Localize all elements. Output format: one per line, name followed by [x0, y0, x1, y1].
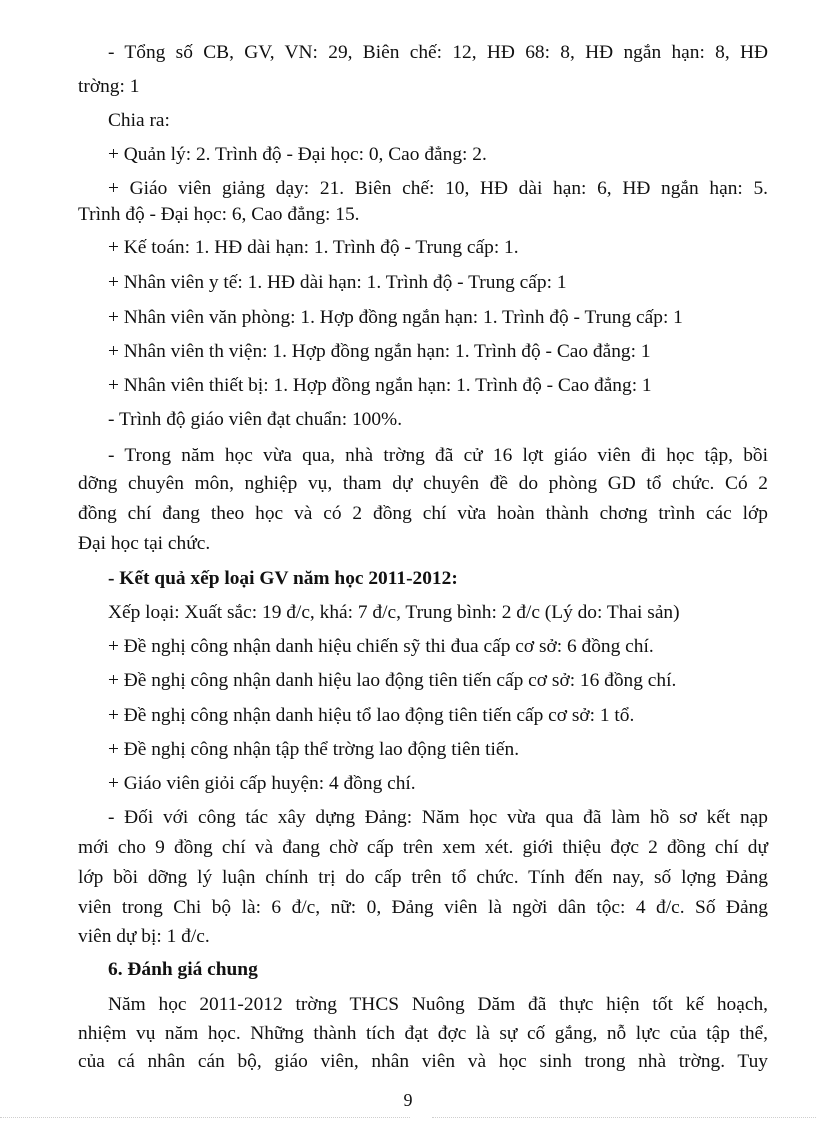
text-line: trờng: 1 — [78, 76, 140, 97]
text-line: + Đề nghị công nhận tập thể trờng lao động tiên tiến. — [108, 739, 520, 760]
text-line: - Đối với công tác xây dựng Đảng: Năm học vừa qua đã làm hồ sơ kết nạp — [108, 807, 768, 828]
section-heading: 6. Đánh giá chung — [108, 959, 258, 980]
text-line: + Kế toán: 1. HĐ dài hạn: 1. Trình độ - Trung cấp: 1. — [108, 237, 519, 258]
text-line: mới cho 9 đồng chí và đang chờ cấp trên xem xét. giới thiệu đợc 2 đồng chí dự — [78, 837, 768, 858]
text-line: + Nhân viên thiết bị: 1. Hợp đồng ngắn hạn: 1. Trình độ - Cao đẳng: 1 — [108, 375, 652, 396]
text-line: đồng chí đang theo học và có 2 đồng chí vừa hoàn thành chơng trình các lớp — [78, 503, 768, 524]
text-line: + Đề nghị công nhận danh hiệu lao động tiên tiến cấp cơ sở: 16 đồng chí. — [108, 670, 677, 691]
text-line: - Trong năm học vừa qua, nhà trờng đã cử 16 lợt giáo viên đi học tập, bồi — [108, 445, 768, 466]
footer-divider — [432, 1117, 816, 1118]
text-line: - Tổng số CB, GV, VN: 29, Biên chế: 12, HĐ 68: 8, HĐ ngắn hạn: 8, HĐ — [108, 42, 768, 63]
text-line: của cá nhân cán bộ, giáo viên, nhân viên và học sinh trong nhà trờng. Tuy — [78, 1051, 768, 1072]
text-line: + Nhân viên th viện: 1. Hợp đồng ngắn hạn: 1. Trình độ - Cao đẳng: 1 — [108, 341, 651, 362]
text-line: nhiệm vụ năm học. Những thành tích đạt đợc là sự cố gắng, nỗ lực của tập thể, — [78, 1023, 768, 1044]
text-line: - Trình độ giáo viên đạt chuẩn: 100%. — [108, 409, 403, 430]
text-line: + Giáo viên giảng dạy: 21. Biên chế: 10, HĐ dài hạn: 6, HĐ ngắn hạn: 5. — [108, 178, 768, 199]
text-line: Đại học tại chức. — [78, 533, 211, 554]
text-line: lớp bồi dỡng lý luận chính trị do cấp trên tổ chức. Tính đến nay, số lợng Đảng — [78, 867, 768, 888]
heading-year: 2011-2012: — [363, 568, 458, 589]
text-line: viên dự bị: 1 đ/c. — [78, 926, 210, 947]
text-line: dỡng chuyên môn, nghiệp vụ, tham dự chuyên đề do phòng GD tổ chức. Có 2 — [78, 473, 768, 494]
footer-divider — [0, 1117, 410, 1118]
text-line: Chia ra: — [108, 110, 170, 131]
text-line: Năm học 2011-2012 trờng THCS Nuông Dăm đã thực hiện tốt kế hoạch, — [108, 994, 768, 1015]
text-line: + Đề nghị công nhận danh hiệu chiến sỹ thi đua cấp cơ sở: 6 đồng chí. — [108, 636, 654, 657]
text-line: + Nhân viên văn phòng: 1. Hợp đồng ngắn hạn: 1. Trình độ - Trung cấp: 1 — [108, 307, 683, 328]
text-line: + Nhân viên y tế: 1. HĐ dài hạn: 1. Trình độ - Trung cấp: 1 — [108, 272, 567, 293]
text-line: + Giáo viên giỏi cấp huyện: 4 đồng chí. — [108, 773, 416, 794]
page-number: 9 — [403, 1090, 413, 1110]
text-line: Trình độ - Đại học: 6, Cao đẳng: 15. — [78, 204, 360, 225]
heading-bold-part: - Kết quả xếp loại GV năm học — [108, 568, 364, 589]
text-line: viên trong Chi bộ là: 6 đ/c, nữ: 0, Đảng viên là ngời dân tộc: 4 đ/c. Số Đảng — [78, 897, 768, 918]
text-line: Xếp loại: Xuất sắc: 19 đ/c, khá: 7 đ/c, Trung bình: 2 đ/c (Lý do: Thai sản) — [108, 602, 680, 623]
text-line: + Quản lý: 2. Trình độ - Đại học: 0, Cao đẳng: 2. — [108, 144, 487, 165]
section-heading — [108, 567, 768, 591]
text-line: + Đề nghị công nhận danh hiệu tổ lao động tiên tiến cấp cơ sở: 1 tổ. — [108, 705, 635, 726]
